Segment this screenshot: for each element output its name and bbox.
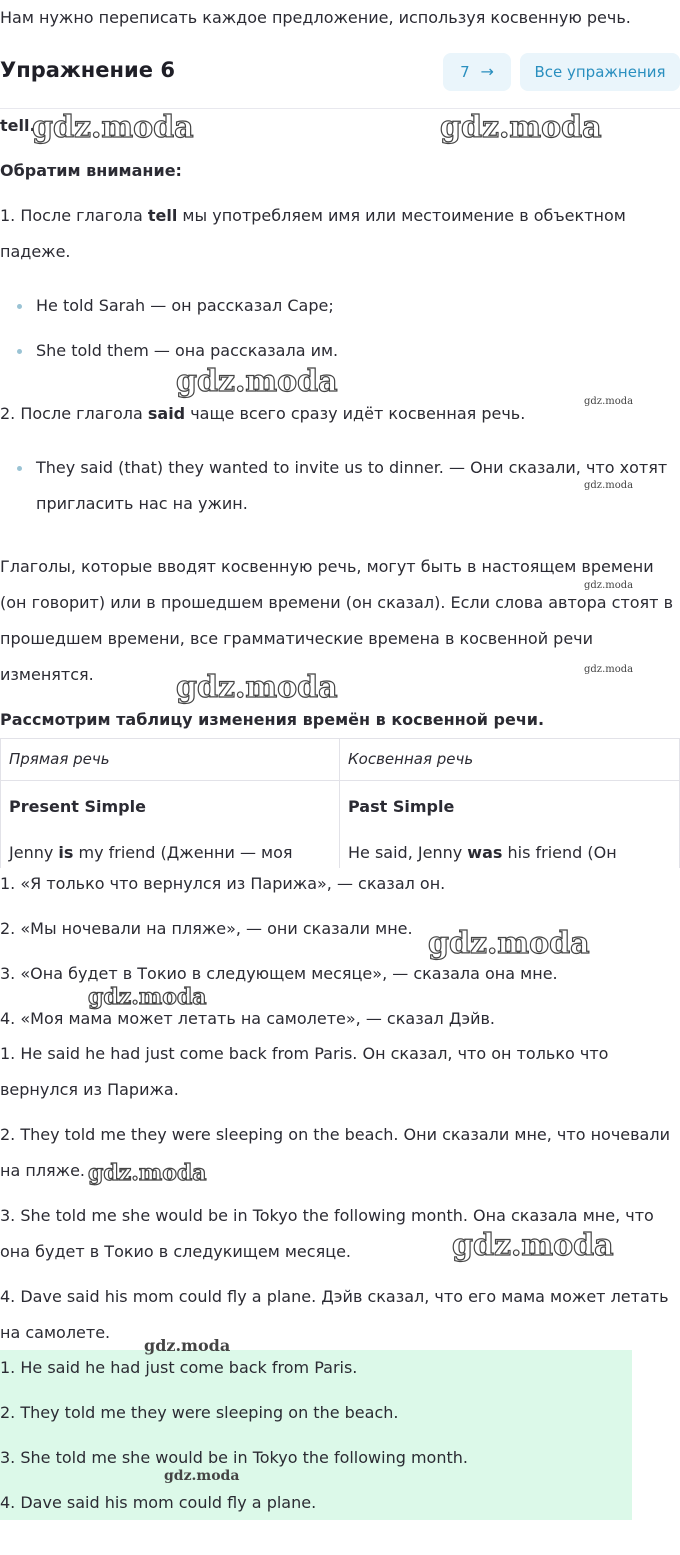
answer-2: 2. They told me they were sleeping on the beach.	[0, 1403, 399, 1422]
answer-3: 3. She told me she would be in Tokyo the following month.	[0, 1448, 468, 1467]
rule-1-line-2: падеже.	[0, 242, 71, 261]
translation-4-line-2: на самолете.	[0, 1323, 111, 1342]
task-sentence-1: 1. «Я только что вернулся из Парижа», — сказал он.	[0, 874, 446, 893]
arrow-right-icon: →	[480, 62, 494, 81]
example-3: They said (that) they wanted to invite us to dinner. — Они сказали, что хотят	[36, 458, 668, 477]
translation-1: 1. He said he had just come back from Paris. Он сказал, что он только что	[0, 1044, 609, 1063]
watermark: gdz.moda	[32, 110, 194, 145]
next-exercise-label: 7	[460, 63, 470, 81]
table-heading: Рассмотрим таблицу изменения времён в косвенной речи.	[0, 710, 545, 729]
watermark-small: gdz.moda	[164, 1468, 240, 1484]
task-sentence-2: 2. «Мы ночевали на пляже», — они сказали мне.	[0, 919, 413, 938]
watermark: gdz.moda	[176, 670, 338, 705]
watermark: gdz.moda	[428, 926, 590, 961]
watermark-small: gdz.moda	[584, 480, 634, 491]
paragraph-line-3: прошедшем времени, все грамматические времена в косвенной речи	[0, 629, 594, 648]
paragraph-line-4: изменятся.	[0, 665, 94, 684]
answer-1: 1. He said he had just come back from Paris.	[0, 1358, 358, 1377]
header-divider	[0, 108, 680, 109]
rule-2: 2. После глагола said чаще всего сразу идёт косвенная речь.	[0, 404, 526, 423]
translation-1-line-2: вернулся из Парижа.	[0, 1080, 179, 1099]
exercise-title: Упражнение 6	[0, 58, 175, 82]
watermark-small: gdz.moda	[144, 1336, 231, 1355]
tell-word: tell.	[0, 116, 36, 135]
next-exercise-button[interactable]	[443, 53, 511, 91]
table-header-indirect: Косвенная речь	[348, 750, 474, 768]
table-header-direct: Прямая речь	[9, 750, 110, 768]
translation-2: 2. They told me they were sleeping on the beach. Они сказали мне, что ночевали	[0, 1125, 670, 1144]
all-exercises-button[interactable]: Все упражнения	[520, 53, 680, 91]
table-cell-tense-direct: Present Simple	[9, 797, 146, 816]
paragraph-line-2: (он говорит) или в прошедшем времени (он сказал). Если слова автора стоят в	[0, 593, 674, 612]
table-cell-tense-indirect: Past Simple	[348, 797, 455, 816]
watermark: gdz.moda	[440, 110, 602, 145]
translation-4: 4. Dave said his mom could fly a plane. Дэйв сказал, что его мама может летать	[0, 1287, 669, 1306]
task-sentence-3: 3. «Она будет в Токио в следующем месяце», — сказала она мне.	[0, 964, 558, 983]
translation-3-line-2: она будет в Токио в следукищем месяце.	[0, 1242, 352, 1261]
watermark: gdz.moda	[88, 984, 207, 1010]
example-1: He told Sarah — он рассказал Саре;	[36, 296, 334, 315]
example-2: She told them — она рассказала им.	[36, 341, 339, 360]
watermark: gdz.moda	[88, 1160, 207, 1186]
watermark-small: gdz.moda	[584, 664, 634, 675]
table-cell-example-direct: Jenny is my friend (Дженни — моя	[9, 843, 293, 862]
table-cell-example-indirect: He said, Jenny was his friend (Он	[348, 843, 617, 862]
bullet-dot	[17, 304, 22, 309]
tense-table	[0, 738, 680, 868]
task-sentence-4: 4. «Моя мама может летать на самолете», — сказал Дэйв.	[0, 1009, 496, 1028]
watermark-small: gdz.moda	[584, 396, 634, 407]
rule-1: 1. После глагола tell мы употребляем имя или местоимение в объектном	[0, 206, 626, 225]
intro-text: Нам нужно переписать каждое предложение, используя косвенную речь.	[0, 8, 631, 27]
translation-2-line-2: на пляже.	[0, 1161, 86, 1180]
translation-3: 3. She told me she would be in Tokyo the following month. Она сказала мне, что	[0, 1206, 654, 1225]
watermark: gdz.moda	[176, 364, 338, 399]
paragraph-line-1: Глаголы, которые вводят косвенную речь, могут быть в настоящем времени	[0, 557, 654, 576]
bullet-dot	[17, 466, 22, 471]
attention-heading: Обратим внимание:	[0, 161, 182, 180]
example-3-line-2: пригласить нас на ужин.	[36, 494, 248, 513]
watermark: gdz.moda	[452, 1228, 614, 1263]
watermark-small: gdz.moda	[584, 580, 634, 591]
bullet-dot	[17, 349, 22, 354]
answer-4: 4. Dave said his mom could fly a plane.	[0, 1493, 317, 1512]
